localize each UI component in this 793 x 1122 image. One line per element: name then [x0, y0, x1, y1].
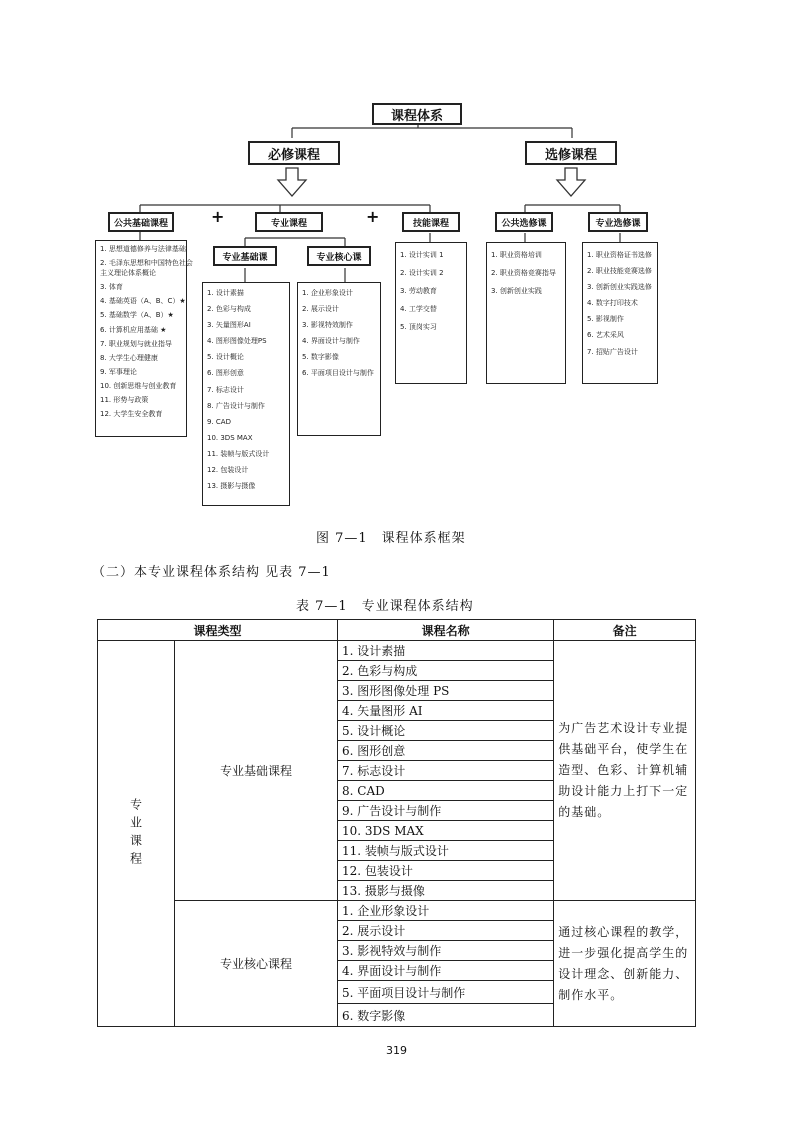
- list-item: 10. 3DS MAX: [207, 433, 253, 442]
- list-item: 9. 军事理论: [100, 367, 137, 376]
- list-item: 1. 职业资格培训: [491, 251, 542, 259]
- major-basic-list: [202, 282, 290, 506]
- major-courses-label: 专业课程: [98, 641, 175, 1027]
- list-item: 8. 广告设计与制作: [207, 401, 265, 410]
- plus-sign-2: +: [366, 207, 380, 226]
- public-basic-list: [95, 240, 193, 437]
- diagram-major-basic: 专业基础课: [213, 246, 277, 266]
- course-cell: 3. 图形图像处理 PS: [338, 681, 554, 701]
- course-cell: 12. 包装设计: [338, 861, 554, 881]
- list-item: 6. 图形创意: [207, 369, 244, 378]
- course-cell: 5. 设计概论: [338, 721, 554, 741]
- diagram-skill: 技能课程: [402, 212, 460, 232]
- header-remarks: 备注: [554, 620, 696, 641]
- section-heading: （二）本专业课程体系结构 见表 7—1: [92, 565, 331, 580]
- table-header-row: [98, 620, 696, 641]
- plus-sign-1: +: [211, 207, 225, 226]
- table-row: [98, 901, 696, 921]
- list-item: 1. 思想道德修养与法律基础: [100, 245, 186, 253]
- list-item: 3. 矢量图形AI: [207, 321, 251, 330]
- list-item: 6. 计算机应用基础 ★: [100, 325, 167, 334]
- course-cell: 9. 广告设计与制作: [338, 801, 554, 821]
- list-item: 12. 大学生安全教育: [100, 410, 163, 419]
- list-item: 3. 劳动教育: [400, 287, 437, 296]
- basic-note: 为广告艺术设计专业提供基础平台，使学生在造型、色彩、计算机辅助设计能力上打下一定的基础。: [554, 641, 696, 901]
- figure-caption: 图 7—1 课程体系框架: [316, 531, 466, 546]
- list-item: 7. 招贴广告设计: [587, 347, 638, 356]
- public-elective-list: [486, 242, 566, 384]
- course-cell: 3. 影视特效与制作: [338, 941, 554, 961]
- list-item: 3. 影视特效制作: [302, 321, 353, 330]
- list-item: 2. 设计实训 2: [400, 269, 444, 278]
- course-cell: 10. 3DS MAX: [338, 821, 554, 841]
- list-item: 5. 顶岗实习: [400, 323, 437, 332]
- course-cell: 6. 数字影像: [338, 1004, 554, 1027]
- diagram-elective: 选修课程: [525, 141, 617, 165]
- list-item: 4. 界面设计与制作: [302, 337, 360, 346]
- course-cell: 2. 展示设计: [338, 921, 554, 941]
- list-item: 5. 设计概论: [207, 353, 244, 362]
- list-item: 5. 基础数学（A、B）★: [100, 311, 174, 320]
- core-note: 通过核心课程的教学，进一步强化提高学生的设计理念、创新能力、制作水平。: [554, 901, 696, 1027]
- list-item: 9. CAD: [207, 417, 231, 426]
- list-item: 11. 装帧与版式设计: [207, 449, 270, 458]
- list-item: 7. 职业规划与就业指导: [100, 339, 172, 348]
- skill-list: [395, 242, 467, 384]
- course-cell: 13. 摄影与摄像: [338, 881, 554, 901]
- list-item: 1. 职业资格证书选修: [587, 251, 652, 259]
- list-item: 6. 平面项目设计与制作: [302, 369, 374, 378]
- list-item: 4. 工学交替: [400, 305, 437, 314]
- course-cell: 1. 设计素描: [338, 641, 554, 661]
- list-item: 2. 职业资格竞赛指导: [491, 269, 556, 278]
- list-item: 3. 创新创业实践选修: [587, 283, 652, 292]
- major-elective-list: [582, 242, 658, 384]
- course-cell: 4. 界面设计与制作: [338, 961, 554, 981]
- list-item: 3. 体育: [100, 283, 123, 292]
- header-course-type: 课程类型: [98, 620, 338, 641]
- list-item: 8. 大学生心理健康: [100, 353, 158, 362]
- diagram-root: 课程体系: [372, 103, 462, 125]
- course-cell: 8. CAD: [338, 781, 554, 801]
- diagram-major-core: 专业核心课: [307, 246, 371, 266]
- list-item: 主义理论体系概论: [100, 269, 156, 278]
- list-item: 13. 摄影与摄像: [207, 482, 256, 491]
- diagram-public-elective: 公共选修课: [495, 212, 553, 232]
- course-structure-table: [97, 619, 696, 1027]
- course-cell: 5. 平面项目设计与制作: [338, 981, 554, 1004]
- list-item: 5. 数字影像: [302, 353, 339, 362]
- list-item: 2. 色彩与构成: [207, 305, 251, 314]
- diagram-major-elective: 专业选修课: [588, 212, 648, 232]
- course-cell: 11. 装帧与版式设计: [338, 841, 554, 861]
- list-item: 11. 形势与政策: [100, 396, 149, 405]
- diagram-public-basic: 公共基础课程: [108, 212, 174, 232]
- course-cell: 2. 色彩与构成: [338, 661, 554, 681]
- diagram-required: 必修课程: [248, 141, 340, 165]
- list-item: 1. 企业形象设计: [302, 289, 353, 297]
- table-caption: 表 7—1 专业课程体系结构: [296, 599, 474, 614]
- list-item: 1. 设计素描: [207, 289, 244, 297]
- list-item: 2. 毛泽东思想和中国特色社会: [100, 259, 193, 268]
- major-core-list: [297, 282, 381, 436]
- list-item: 4. 基础英语（A、B、C）★: [100, 297, 186, 306]
- course-cell: 1. 企业形象设计: [338, 901, 554, 921]
- list-item: 2. 职业技能竞赛选修: [587, 267, 652, 276]
- list-item: 2. 展示设计: [302, 305, 339, 314]
- list-item: 1. 设计实训 1: [400, 251, 444, 259]
- list-item: 10. 创新思维与创业教育: [100, 381, 177, 390]
- page-number: 319: [386, 1044, 407, 1057]
- course-cell: 6. 图形创意: [338, 741, 554, 761]
- course-cell: 4. 矢量图形 AI: [338, 701, 554, 721]
- header-course-name: 课程名称: [338, 620, 554, 641]
- diagram-major: 专业课程: [255, 212, 323, 232]
- list-item: 12. 包装设计: [207, 466, 249, 475]
- list-item: 3. 创新创业实践: [491, 287, 542, 296]
- course-cell: 7. 标志设计: [338, 761, 554, 781]
- list-item: 5. 影视制作: [587, 315, 624, 324]
- list-item: 4. 图形图像处理PS: [207, 337, 267, 346]
- basic-courses-label: 专业基础课程: [175, 641, 338, 901]
- list-item: 6. 艺术采风: [587, 331, 624, 340]
- list-item: 4. 数字打印技术: [587, 299, 638, 308]
- table-row: [98, 641, 696, 661]
- core-courses-label: 专业核心课程: [175, 901, 338, 1027]
- list-item: 7. 标志设计: [207, 385, 244, 394]
